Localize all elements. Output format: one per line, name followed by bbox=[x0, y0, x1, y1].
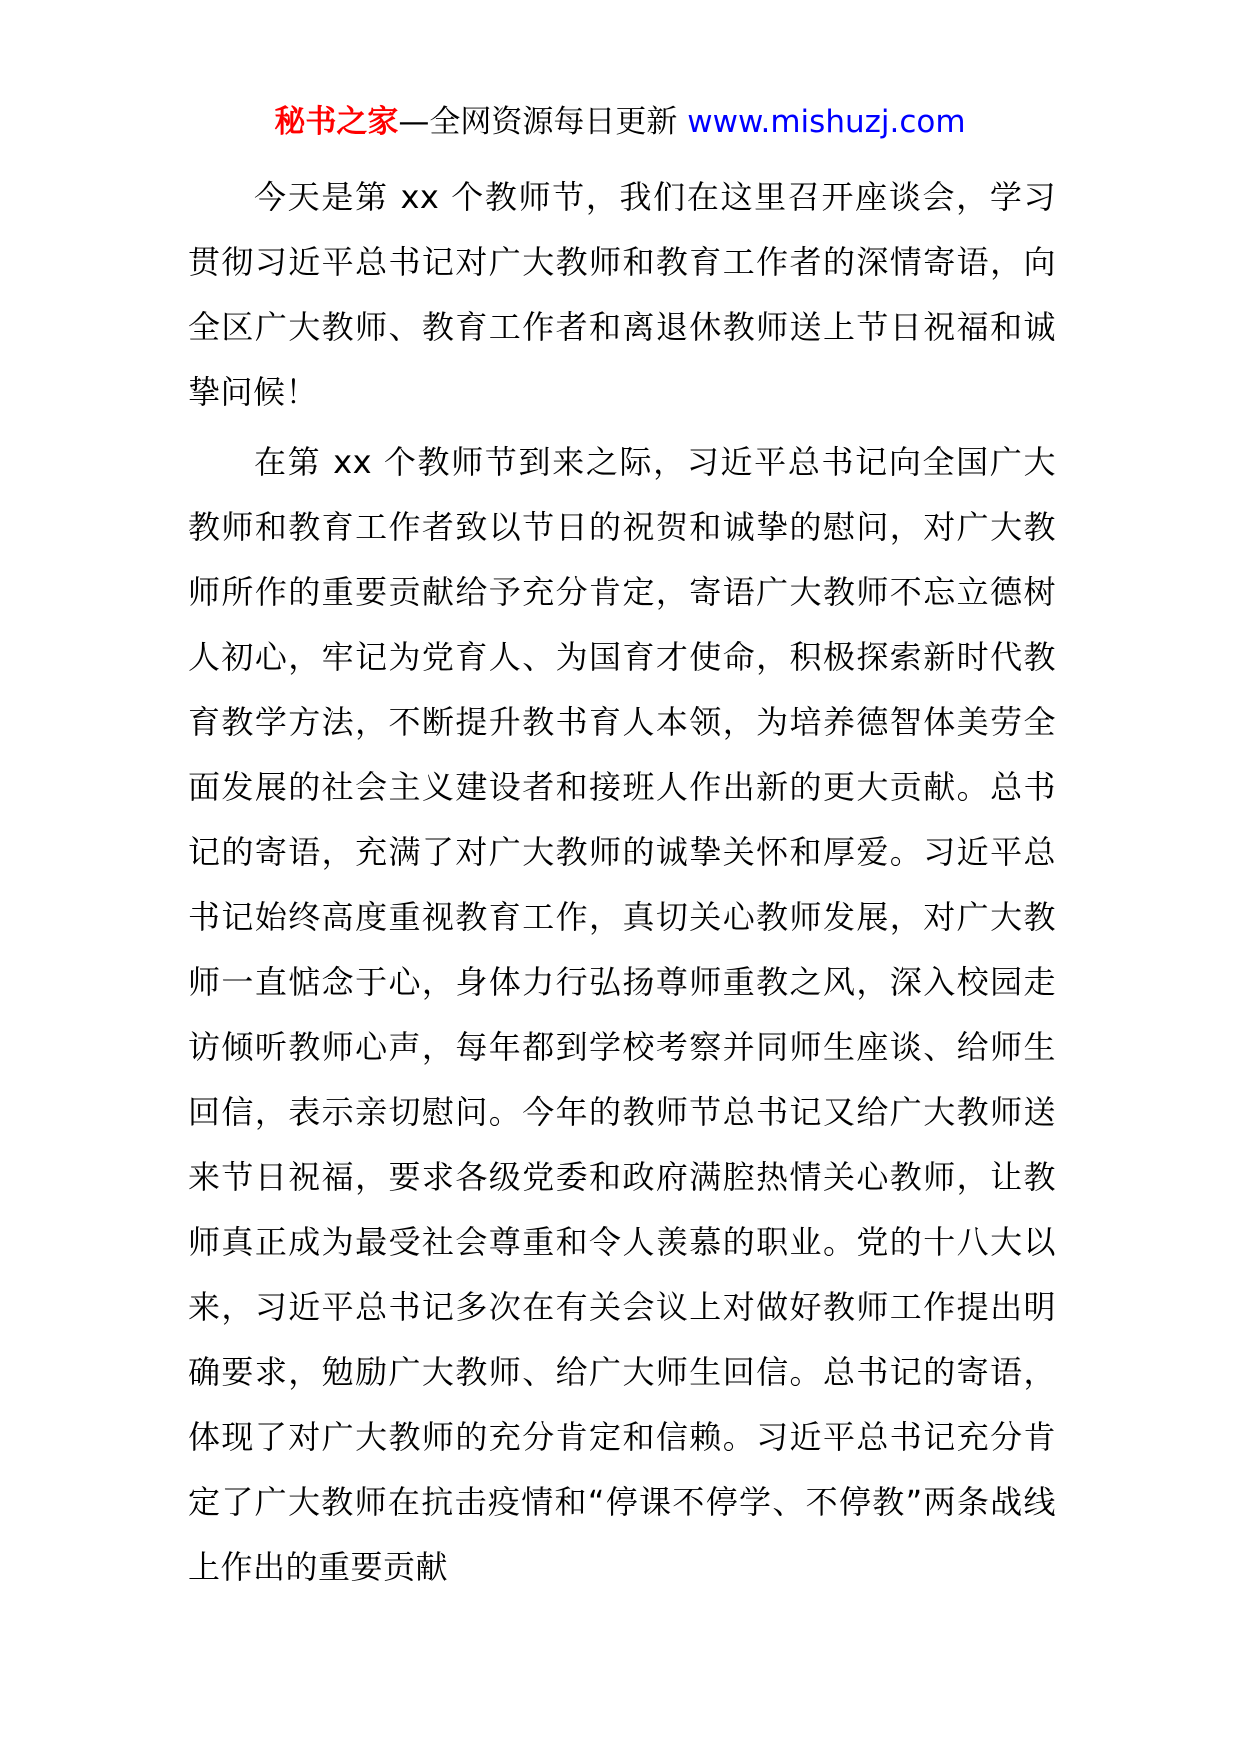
paragraph-2: 在第 xx 个教师节到来之际，习近平总书记向全国广大教师和教育工作者致以节日的祝贺和诚挚的慰问，对广大教师所作的重要贡献给予充分肯定，寄语广大教师不忘立德树人初心，牢记为党育人、为国育才使命，积极探索新时代教育教学方法，不断提升教书育人本领，为培养德智体美劳全面发展的社会主义建设者和接班人作出新的更大贡献。总书记的寄语，充满了对广大教师的诚挚关怀和厚爱。习近平总书记始终高度重视教育工作，真切关心教师发展，对广大教师一直惦念于心，身体力行弘扬尊师重教之风，深入校园走访倾听教师心声，每年都到学校考察并同师生座谈、给师生回信，表示亲切慰问。今年的教师节总书记又给广大教师送来节日祝福，要求各级党委和政府满腔热情关心教师，让教师真正成为最受社会尊重和令人羡慕的职业。党的十八大以来，习近平总书记多次在有关会议上对做好教师工作提出明确要求，勉励广大教师、给广大师生回信。总书记的寄语，体现了对广大教师的充分肯定和信赖。习近平总书记充分肯定了广大教师在抗击疫情和“停课不停学、不停教”两条战线上作出的重要贡献 bbox=[188, 443, 1056, 1586]
header-tagline: —全网资源每日更新 bbox=[398, 104, 688, 140]
paragraph-1: 今天是第 xx 个教师节，我们在这里召开座谈会，学习贯彻习近平总书记对广大教师和教育工作者的深情寄语，向全区广大教师、教育工作者和离退休教师送上节日祝福和诚挚问候！ bbox=[188, 178, 1056, 411]
document-body bbox=[188, 165, 1056, 1605]
site-header bbox=[0, 102, 1240, 142]
site-url-link[interactable]: www.mishuzj.com bbox=[687, 104, 966, 140]
brand-name: 秘书之家 bbox=[274, 104, 399, 140]
